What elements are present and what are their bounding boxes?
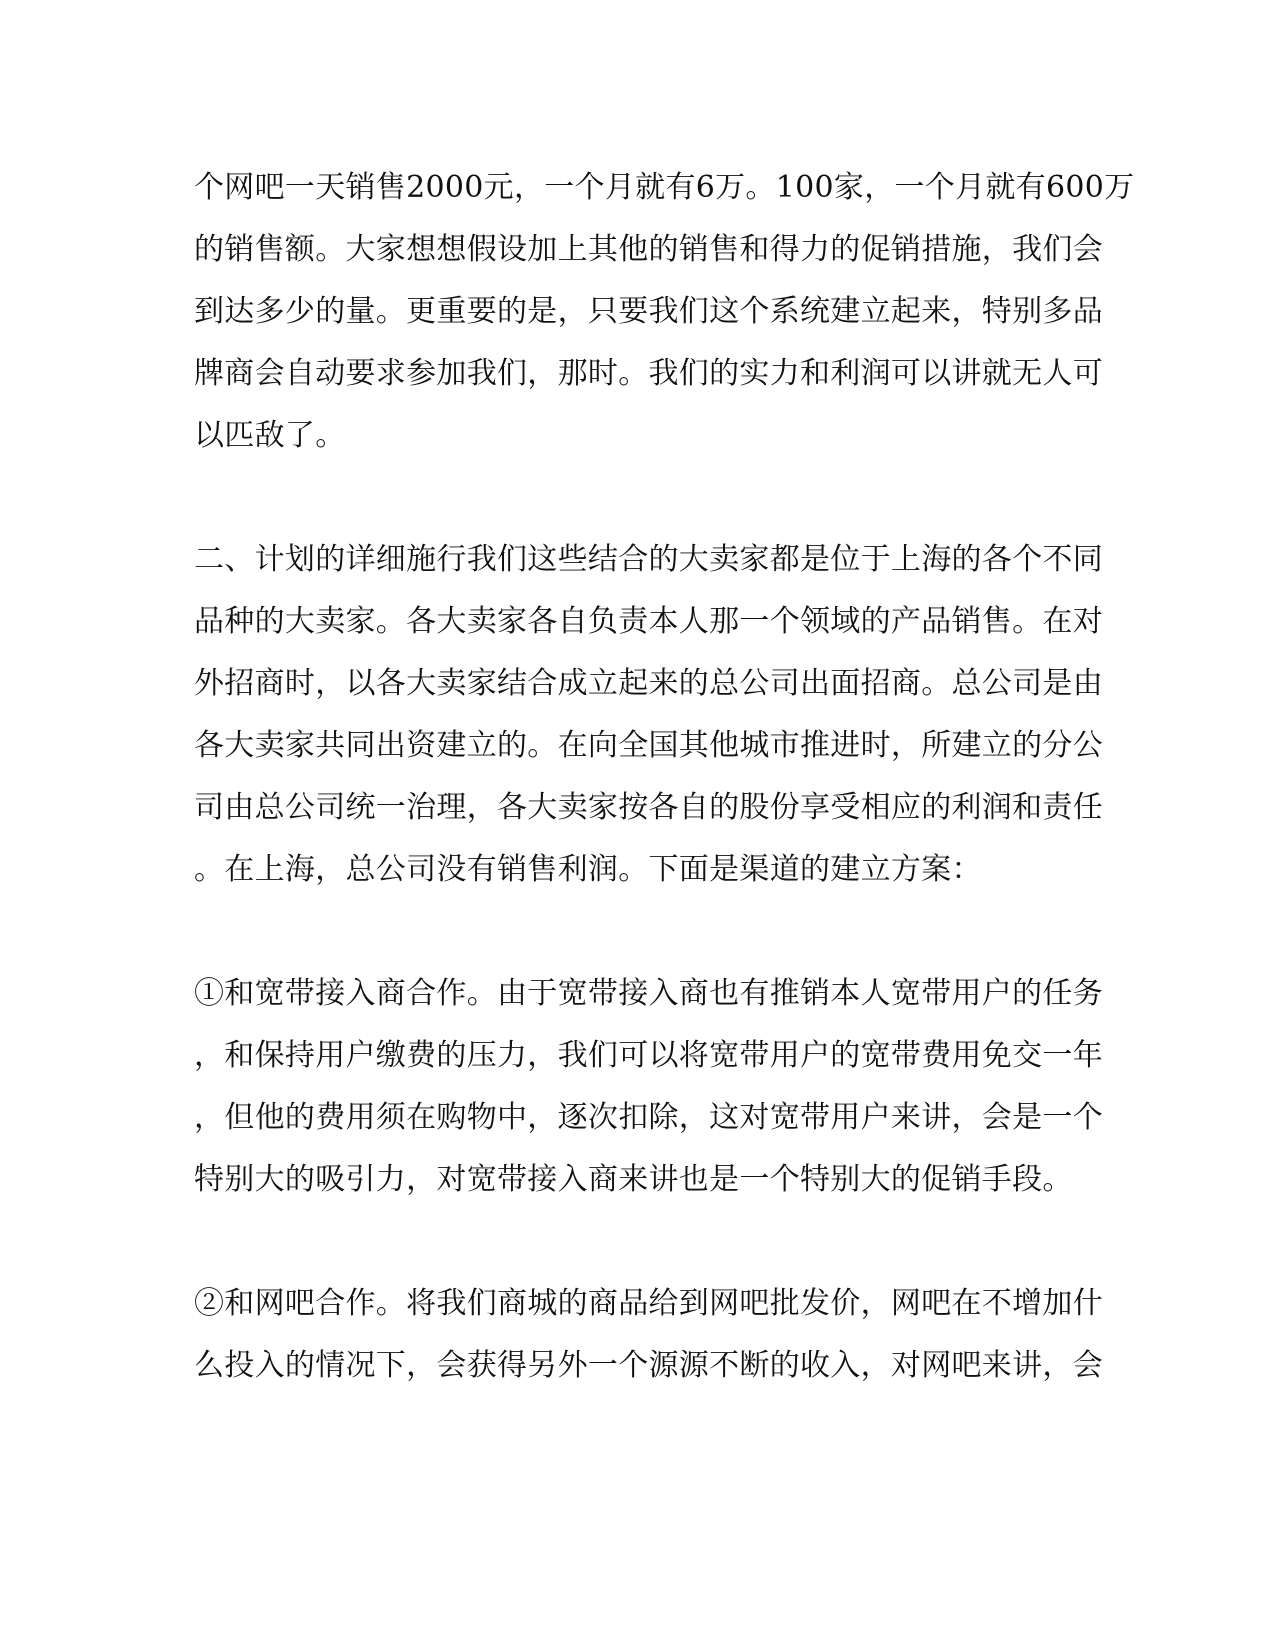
text-line: 到达多少的量。更重要的是，只要我们这个系统建立起来，特别多品 xyxy=(194,294,1103,329)
text-line: 品种的大卖家。各大卖家各自负责本人那一个领域的产品销售。在对 xyxy=(194,604,1103,639)
list-item-line: ①和宽带接入商合作。由于宽带接入商也有推销本人宽带用户的任务 xyxy=(194,976,1103,1011)
text-line: 的销售额。大家想想假设加上其他的销售和得力的促销措施，我们会 xyxy=(194,232,1103,267)
text-line: 个网吧一天销售2000元，一个月就有6万。100家，一个月就有600万 xyxy=(194,170,1135,205)
text-line: ，和保持用户缴费的压力，我们可以将宽带用户的宽带费用免交一年 xyxy=(194,1038,1103,1073)
text-line: 以匹敌了。 xyxy=(194,418,346,453)
text-line: 牌商会自动要求参加我们，那时。我们的实力和利润可以讲就无人可 xyxy=(194,356,1103,391)
text-line: 么投入的情况下，会获得另外一个源源不断的收入，对网吧来讲，会 xyxy=(194,1348,1103,1383)
text-line: 各大卖家共同出资建立的。在向全国其他城市推进时，所建立的分公 xyxy=(194,728,1103,763)
section-heading-line: 二、计划的详细施行我们这些结合的大卖家都是位于上海的各个不同 xyxy=(194,542,1103,577)
text-line: 外招商时，以各大卖家结合成立起来的总公司出面招商。总公司是由 xyxy=(194,666,1103,701)
text-line: 。在上海，总公司没有销售利润。下面是渠道的建立方案： xyxy=(194,852,982,887)
list-item-line: ②和网吧合作。将我们商城的商品给到网吧批发价，网吧在不增加什 xyxy=(194,1286,1103,1321)
text-line: 特别大的吸引力，对宽带接入商来讲也是一个特别大的促销手段。 xyxy=(194,1162,1073,1197)
text-line: 司由总公司统一治理，各大卖家按各自的股份享受相应的利润和责任 xyxy=(194,790,1103,825)
text-line: ，但他的费用须在购物中，逐次扣除，这对宽带用户来讲，会是一个 xyxy=(194,1100,1103,1135)
